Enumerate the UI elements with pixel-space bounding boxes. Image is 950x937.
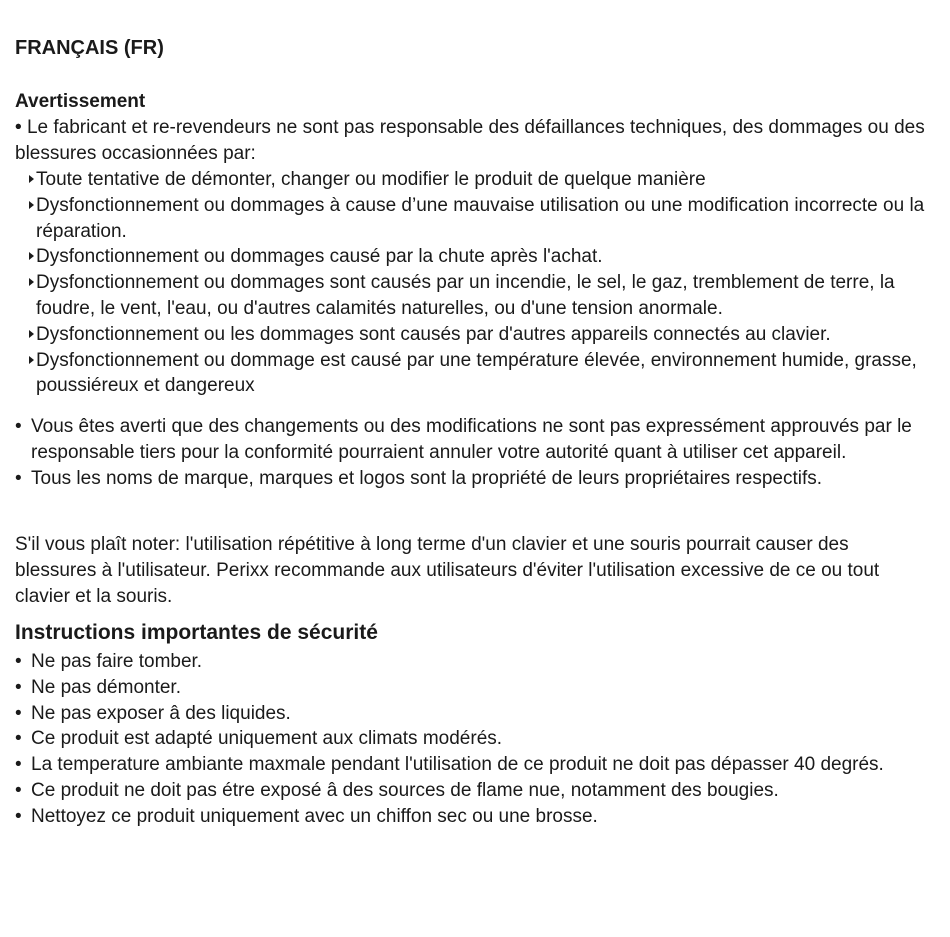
warning-title: Avertissement <box>15 91 146 112</box>
cause-item: Dysfonctionnement ou dommages causé par la chute après l'achat. <box>15 244 930 270</box>
notice-item: • Vous êtes averti que des changements ou des modifications ne sont pas expressément approuvés par le responsable tiers pour la conformité pourraient annuler votre autorité quant à utiliser cet appareil. <box>15 414 930 466</box>
language-heading: FRANÇAIS (FR) <box>15 37 164 59</box>
warning-section <box>15 115 930 167</box>
notice-item: • Tous les noms de marque, marques et logos sont la propriété de leurs propriétaires respectifs. <box>15 466 930 492</box>
warning-intro-text: Le fabricant et re-revendeurs ne sont pas responsable des défaillances techniques, des dommages ou des blessures occasionnées par: <box>15 117 925 164</box>
bullet-glyph: • <box>15 117 27 138</box>
safety-list <box>15 649 930 830</box>
warning-intro <box>15 115 930 167</box>
cause-list <box>15 167 930 399</box>
cause-item: Dysfonctionnement ou dommages sont causés par un incendie, le sel, le gaz, tremblement de terre, la foudre, le vent, l'eau, ou d'autres calamités naturelles, ou d'une tension anormale. <box>15 270 930 322</box>
cause-item: Dysfonctionnement ou dommage est causé par une température élevée, environnement humide, grasse, poussiéreux et dangereux <box>15 348 930 400</box>
safety-item: • Nettoyez ce produit uniquement avec un chiffon sec ou une brosse. <box>15 804 930 830</box>
cause-item: Dysfonctionnement ou dommages à cause d’une mauvaise utilisation ou une modification incorrecte ou la réparation. <box>15 193 930 245</box>
safety-item: • La temperature ambiante maxmale pendant l'utilisation de ce produit ne doit pas dépasser 40 degrés. <box>15 752 930 778</box>
cause-item: Dysfonctionnement ou les dommages sont causés par d'autres appareils connectés au clavier. <box>15 322 930 348</box>
safety-item: • Ne pas faire tomber. <box>15 649 930 675</box>
safety-item: • Ce produit est adapté uniquement aux climats modérés. <box>15 726 930 752</box>
safety-item: • Ce produit ne doit pas étre exposé â des sources de flame nue, notamment des bougies. <box>15 778 930 804</box>
notice-list <box>15 414 930 491</box>
usage-note: S'il vous plaît noter: l'utilisation répétitive à long terme d'un clavier et une souris pourrait causer des blessures à l'utilisateur. Perixx recommande aux utilisateurs d'éviter l'utilisation excessive de ce ou tout clavier et la souris. <box>15 534 880 607</box>
safety-item: • Ne pas démonter. <box>15 675 930 701</box>
safety-item: • Ne pas exposer â des liquides. <box>15 701 930 727</box>
cause-item: Toute tentative de démonter, changer ou modifier le produit de quelque manière <box>15 167 930 193</box>
safety-title: Instructions importantes de sécurité <box>15 621 378 644</box>
